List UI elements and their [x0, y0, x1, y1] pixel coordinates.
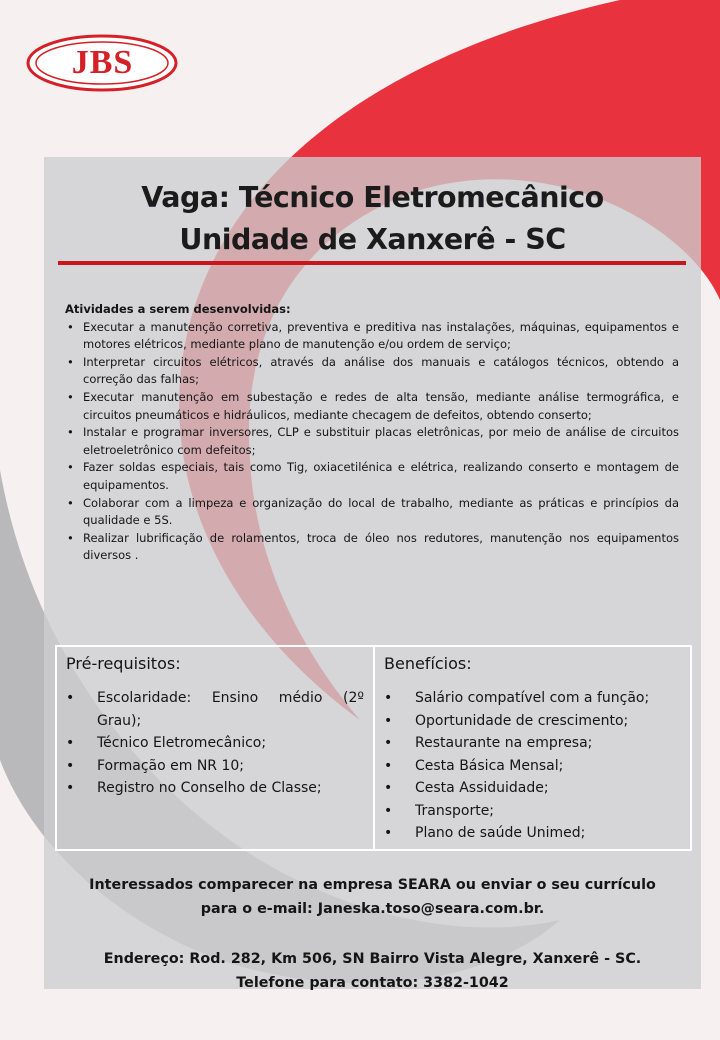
benefit-item: • Cesta Básica Mensal;: [384, 757, 564, 774]
activity-item: • Colaborar com a limpeza e organização do local de trabalho, mediante as práticas e princípios da qualidade e 5S.: [67, 495, 679, 528]
phone-line: Telefone para contato: 3382-1042: [236, 975, 509, 991]
activities-section: [65, 301, 679, 565]
activity-item: • Executar a manutenção corretiva, preventiva e preditiva nas instalações, máquinas, equipamentos e motores elétricos, mediante plano de manutenção e/ou ordem de serviço;: [67, 319, 679, 352]
contact-email-line: para o e-mail: Janeska.toso@seara.com.br.: [200, 901, 545, 917]
activity-item: • Executar manutenção em subestação e redes de alta tensão, mediante análise termográfica, e circuitos pneumáticos e hidráulicos, mediante checagem de defeitos, obtendo conserto;: [67, 389, 679, 422]
benefits-list: [382, 687, 682, 845]
activities-list: [65, 319, 679, 565]
activities-heading: Atividades a serem desenvolvidas:: [65, 302, 291, 316]
activity-item: • Realizar lubrificação de rolamentos, troca de óleo nos redutores, manutenção nos equipamentos diversos .: [67, 530, 679, 563]
jbs-logo: [25, 33, 180, 93]
requirement-item: • Formação em NR 10;: [66, 757, 245, 774]
benefit-item: • Restaurante na empresa;: [384, 735, 593, 751]
benefit-item: • Oportunidade de crescimento;: [384, 712, 629, 729]
requirement-item: • Técnico Eletromecânico;: [66, 735, 267, 751]
benefit-item: • Transporte;: [384, 802, 495, 819]
contact-section: [44, 873, 701, 995]
benefit-item: • Cesta Assiduidade;: [384, 780, 549, 796]
address-line: Endereço: Rod. 282, Km 506, SN Bairro Vista Alegre, Xanxerê - SC.: [103, 951, 642, 967]
benefits-column: [375, 647, 690, 849]
activity-item: • Instalar e programar inversores, CLP e substituir placas eletrônicas, por meio de análise de circuitos eletroeletrônico com defeitos;: [67, 425, 679, 457]
activity-item: • Interpretar circuitos elétricos, através da análise dos manuais e catálogos técnicos, obtendo a correção das falhas;: [67, 354, 679, 387]
requirement-item: • Escolaridade: Ensino médio (2º Grau);: [66, 690, 364, 729]
benefit-item: • Plano de saúde Unimed;: [384, 825, 586, 841]
job-panel: [44, 157, 701, 989]
activity-item: • Fazer soldas especiais, tais como Tig, oxiacetilénica e elétrica, realizando conserto e montagem de equipamentos.: [67, 460, 679, 492]
title-line-1: Vaga: Técnico Eletromecânico: [141, 181, 604, 214]
page-title: [44, 177, 701, 261]
benefit-item: • Salário compatível com a função;: [384, 690, 650, 706]
contact-line-1: Interessados comparecer na empresa SEARA ou enviar o seu currículo: [89, 877, 656, 893]
requirements-list: [64, 687, 364, 800]
title-divider: [58, 261, 686, 265]
logo-text: JBS: [71, 44, 134, 81]
requirements-column: [57, 647, 375, 849]
benefits-heading: Benefícios:: [384, 654, 472, 673]
requirements-benefits-table: [55, 645, 692, 851]
requirements-heading: Pré-requisitos:: [66, 654, 181, 673]
requirement-item: • Registro no Conselho de Classe;: [66, 780, 322, 796]
title-line-2: Unidade de Xanxerê - SC: [179, 223, 566, 256]
